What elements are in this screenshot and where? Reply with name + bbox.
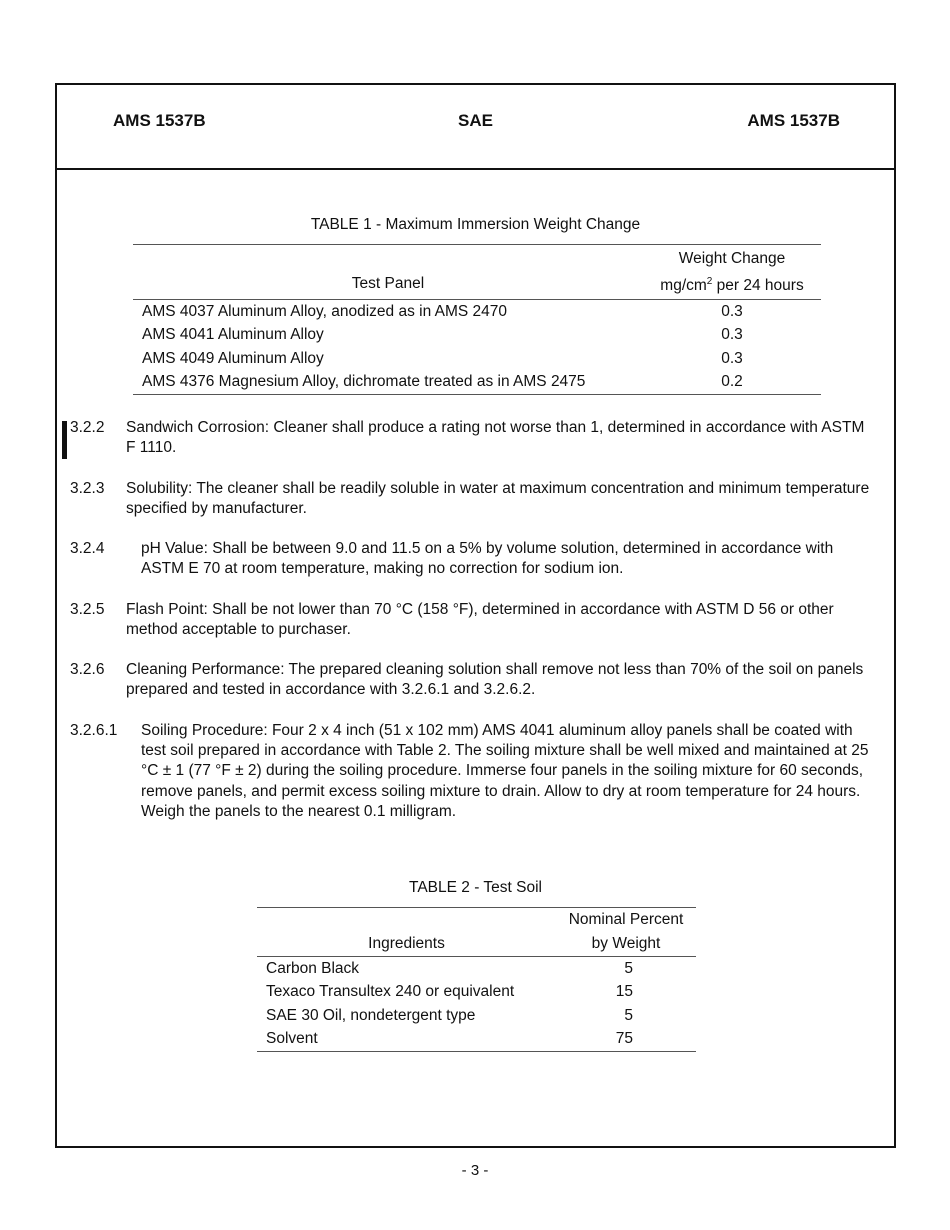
paragraph-number: 3.2.2 (70, 419, 105, 436)
paragraph-number: 3.2.6 (70, 661, 105, 678)
table1-value: 0.3 (721, 303, 743, 320)
paragraph-number: 3.2.3 (70, 480, 105, 497)
paragraph-3-2-4 (70, 539, 870, 579)
paragraph-3-2-5 (70, 600, 870, 640)
table-row (133, 300, 821, 324)
paragraph-number: 3.2.4 (70, 540, 105, 557)
paragraph-text: Sandwich Corrosion: Cleaner shall produce a rating not worse than 1, determined in accordance with ASTM F 1110. (126, 419, 865, 457)
table2-col2-header-line1: Nominal Percent (568, 911, 684, 928)
table1-title: TABLE 1 - Maximum Immersion Weight Change (310, 216, 641, 233)
table2-ingredient: SAE 30 Oil, nondetergent type (266, 1006, 476, 1024)
table-row (257, 957, 696, 981)
table1-value: 0.3 (721, 326, 743, 344)
table1-panel: AMS 4037 Aluminum Alloy, anodized as in AMS 2470 (142, 303, 508, 320)
table2-col2-header (556, 908, 696, 957)
table2 (257, 907, 696, 1052)
table1-col2-header (643, 245, 821, 300)
table1-header-row (133, 245, 821, 300)
table2-header-row (257, 908, 696, 957)
table2-col1-header: Ingredients (368, 935, 445, 952)
paragraph-3-2-3 (70, 479, 870, 519)
table2-value: 5 (624, 1006, 633, 1024)
paragraph-3-2-6-1 (70, 721, 870, 822)
table1-panel: AMS 4376 Magnesium Alloy, dichromate treated as in AMS 2475 (142, 373, 586, 391)
table1-unit-sup: 2 (706, 276, 713, 287)
page-frame (55, 83, 896, 1148)
table-row (133, 370, 821, 394)
paragraph-number: 3.2.5 (70, 601, 105, 618)
header-doc-id-right: AMS 1537B (747, 111, 840, 130)
table-row (133, 323, 821, 346)
page-number: - 3 - (461, 1162, 489, 1179)
paragraph-3-2-6 (70, 660, 870, 700)
table2-ingredient: Solvent (266, 1030, 318, 1048)
table1 (133, 244, 821, 395)
table1-unit: mg/cm (660, 277, 707, 294)
paragraph-text: pH Value: Shall be between 9.0 and 11.5 on a 5% by volume solution, determined in accordance with ASTM E 70 at room temperature, making no correction for sodium ion. (141, 540, 834, 578)
table-row (257, 1027, 696, 1051)
table2-col2-header-line2: by Weight (591, 935, 661, 952)
table1-panel: AMS 4041 Aluminum Alloy (142, 326, 324, 344)
table2-value: 15 (615, 983, 633, 1001)
paragraph-text: Flash Point: Shall be not lower than 70 °C (158 °F), determined in accordance with ASTM D 56 or other method acceptable to purchaser. (126, 601, 834, 639)
table1-value: 0.2 (721, 373, 743, 391)
paragraph-3-2-2 (70, 418, 870, 458)
table-row (257, 1004, 696, 1027)
table-row (133, 347, 821, 370)
table1-panel: AMS 4049 Aluminum Alloy (142, 349, 324, 367)
table2-value: 5 (624, 960, 633, 977)
paragraph-text: Solubility: The cleaner shall be readily soluble in water at maximum concentration and minimum temperature specified by manufacturer. (126, 480, 870, 518)
table1-col1-header: Test Panel (351, 275, 425, 292)
table1-unit-rest: per 24 hours (712, 277, 804, 294)
table-row (257, 980, 696, 1003)
header-org: SAE (458, 111, 493, 130)
paragraph-text: Cleaning Performance: The prepared cleaning solution shall remove not less than 70% of the soil on panels prepared and tested in accordance with 3.2.6.1 and 3.2.6.2. (126, 661, 864, 699)
table2-ingredient: Texaco Transultex 240 or equivalent (266, 983, 515, 1001)
table1-col2-header-line2 (643, 272, 821, 299)
table1-value: 0.3 (721, 349, 743, 367)
paragraph-text: Soiling Procedure: Four 2 x 4 inch (51 x 102 mm) AMS 4041 aluminum alloy panels shall be coated with test soil prepared in accordance with Table 2. The soiling mixture shall be well mixed and maintained at 25 °C ± 1 (77 °F ± 2) during the soiling procedure. Immerse four panels in the soiling mixture for 60 seconds, remove panels, and permit excess soiling mixture to drain. Allow to dry at room temperature for 24 hours. Weigh the panels to the nearest 0.1 milligram. (141, 722, 869, 820)
revision-change-bar (62, 421, 67, 459)
table2-title: TABLE 2 - Test Soil (409, 879, 542, 896)
document-header (57, 85, 894, 170)
table2-ingredient: Carbon Black (266, 960, 360, 977)
header-doc-id-left: AMS 1537B (113, 111, 206, 130)
table2-value: 75 (615, 1030, 633, 1048)
paragraph-number: 3.2.6.1 (70, 722, 118, 739)
table1-col2-header-line1: Weight Change (678, 250, 786, 267)
